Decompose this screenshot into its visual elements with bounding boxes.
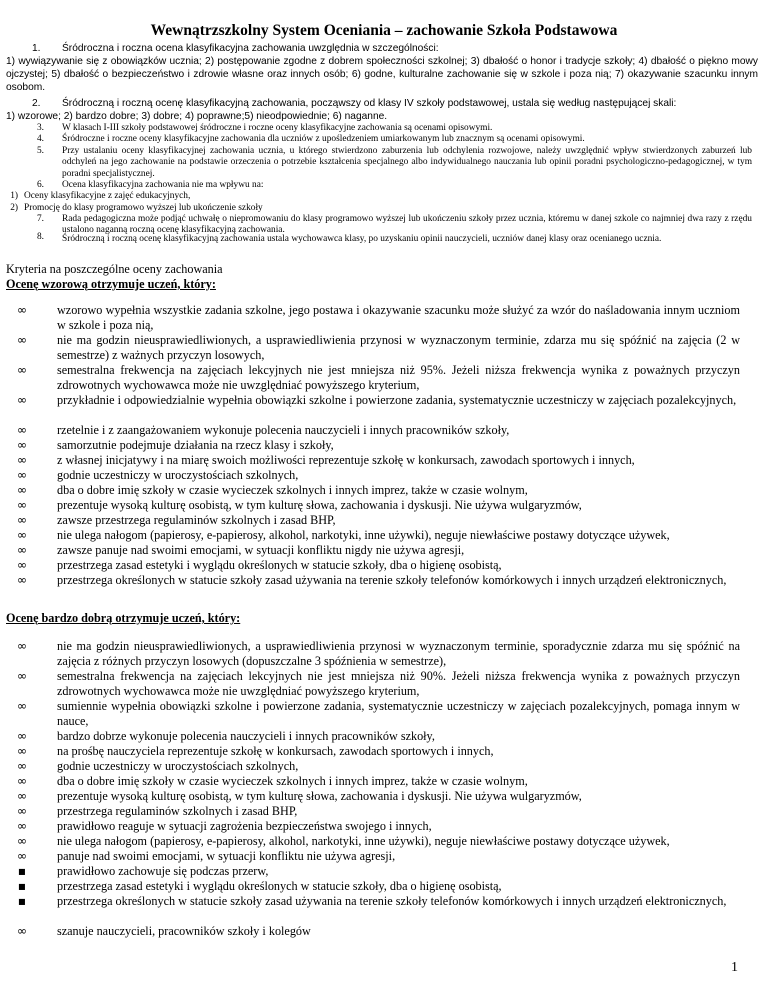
page-title: Wewnątrzszkolny System Oceniania – zachowanie Szkoła Podstawowa [150,22,618,39]
bardzo-dobra-heading: Ocenę bardzo dobrą otrzymuje uczeń, który: [6,611,241,625]
wzorowa-item: godnie uczestniczy w uroczystościach szkolnych, [57,468,299,482]
rule-2-number: 2. [32,98,41,109]
bardzo-dobra-item: panuje nad swoimi emocjami, w sytuacji konfliktu nie używa agresji, [57,849,396,863]
bardzo-dobra-bullet-icon: ∞ [16,789,28,803]
bardzo-dobra-item: nie ma godzin nieusprawiedliwionych, a usprawiedliwienia przynosi w wyznaczonym terminie, sporadycznie zdarza mu się spóźnić na zajęcia z różnych przyczyn losowych (dopuszczalne 3 spóźnienia w semestrze), [57,639,740,668]
bardzo-dobra-bullet-icon: ∞ [16,744,28,758]
wzorowa-item: nie ma godzin nieusprawiedliwionych, a usprawiedliwienia przynosi w wyznaczonym terminie, zdarza mu się spóźnić na zajęcia (2 w semestrze) z ważnych przyczyn losowych, [57,333,740,362]
wzorowa-item: samorzutnie podejmuje działania na rzecz klasy i szkoły, [57,438,334,452]
wzorowa-item: przestrzega zasad estetyki i wyglądu określonych w statucie szkoły, dba o higienę osobistą, [57,558,502,572]
rule-6-2-text: Promocję do klasy programowo wyższej lub ukończenie szkoły [24,203,263,213]
wzorowa-bullet-icon: ∞ [16,303,28,317]
bardzo-dobra-item: przestrzega regulaminów szkolnych i zasad BHP, [57,804,298,818]
rule-5-text: Przy ustalaniu oceny klasyfikacyjnej zachowania ucznia, u którego stwierdzono zaburzenia lub odchylenia rozwojowe, należy uwzględnić wpływ stwierdzonych zaburzeń lub odchyleń na jego zachowanie na podstawie orzeczenia o potrzebie kształcenia specjalnego albo indywidualnego nauczania lub opinii poradni psychologiczno-pedagogicznej, w tym poradni specjalistycznej. [62,146,752,179]
wzorowa-item: nie ulega nałogom (papierosy, e-papierosy, alkohol, narkotyki, inne używki), neguje niewłaściwe postawy dotyczące używek, [57,528,670,542]
bardzo-dobra-item: dba o dobre imię szkoły w czasie wycieczek szkolnych i innych imprez, także w czasie wolnym, [57,774,528,788]
bardzo-dobra-bullet-icon: ▪ [17,879,27,893]
wzorowa-item: przykładnie i odpowiedzialnie wypełnia obowiązki szkolne i powierzone zadania, systematycznie uczestniczy w zajęciach pozalekcyjnych, [57,393,737,407]
wzorowa-bullet-icon: ∞ [16,393,28,407]
bardzo-dobra-bullet-icon: ∞ [16,639,28,653]
rule-6-1-number: 1) [10,191,18,201]
bardzo-dobra-bullet-icon: ∞ [16,774,28,788]
bardzo-dobra-item: przestrzega zasad estetyki i wyglądu określonych w statucie szkoły, dba o higienę osobistą, [57,879,502,893]
wzorowa-bullet-icon: ∞ [16,528,28,542]
wzorowa-bullet-icon: ∞ [16,573,28,587]
wzorowa-bullet-icon: ∞ [16,438,28,452]
wzorowa-bullet-icon: ∞ [16,543,28,557]
bardzo-dobra-bullet-icon: ∞ [16,924,28,938]
rule-6-text: Ocena klasyfikacyjna zachowania nie ma wpływu na: [62,180,264,190]
rule-7-text: Rada pedagogiczna może podjąć uchwałę o niepromowaniu do klasy programowo wyższej lub ukończeniu szkoły przez ucznia, któremu w danej szkole co najmniej dwa razy z rzędu ustalono naganną roczną ocenę klasyfikacyjną zachowania. [62,214,752,236]
wzorowa-item: semestralna frekwencja na zajęciach lekcyjnych nie jest mniejsza niż 95%. Jeżeli niższa frekwencja wynika z poważnych przyczyn zdrowotnych wychowawca może nie uwzględniać powyższego kryterium, [57,363,740,392]
bardzo-dobra-bullet-icon: ∞ [16,834,28,848]
wzorowa-heading: Ocenę wzorową otrzymuje uczeń, który: [6,277,216,291]
rule-8-text: Śródroczną i roczną ocenę klasyfikacyjną zachowania ustala wychowawca klasy, po uzyskaniu opinii nauczycieli, uczniów danej klasy oraz ocenianego ucznia. [62,234,662,244]
rule-6-number: 6. [36,180,44,190]
rule-6-2-number: 2) [10,203,18,213]
bardzo-dobra-bullet-icon: ∞ [16,669,28,683]
rule-5-number: 5. [36,146,44,156]
bardzo-dobra-bullet-icon: ∞ [16,759,28,773]
bardzo-dobra-item: przestrzega określonych w statucie szkoły zasad używania na terenie szkoły telefonów komórkowych i innych urządzeń elektronicznych, [57,894,727,908]
rule-2-scale: 1) wzorowe; 2) bardzo dobre; 3) dobre; 4) poprawne;5) nieodpowiednie; 6) naganne. [6,111,388,122]
bardzo-dobra-item: nie ulega nałogom (papierosy, e-papierosy, alkohol, narkotyki, inne używki), neguje niewłaściwe postawy dotyczące używek, [57,834,670,848]
bardzo-dobra-bullet-icon: ∞ [16,729,28,743]
wzorowa-item: rzetelnie i z zaangażowaniem wykonuje polecenia nauczycieli i innych pracowników szkoły, [57,423,510,437]
bardzo-dobra-item: godnie uczestniczy w uroczystościach szkolnych, [57,759,299,773]
rule-6-1-text: Oceny klasyfikacyjne z zajęć edukacyjnych, [24,191,191,201]
wzorowa-item: z własnej inicjatywy i na miarę swoich możliwości reprezentuje szkołę w konkursach, zawodach sportowych i innych, [57,453,635,467]
wzorowa-bullet-icon: ∞ [16,333,28,347]
wzorowa-bullet-icon: ∞ [16,483,28,497]
bardzo-dobra-bullet-icon: ∞ [16,699,28,713]
bardzo-dobra-item: bardzo dobrze wykonuje polecenia nauczycieli i innych pracowników szkoły, [57,729,435,743]
bardzo-dobra-item: prezentuje wysoką kulturę osobistą, w tym kulturę słowa, zachowania i dyskusji. Nie używa wulgaryzmów, [57,789,582,803]
wzorowa-bullet-icon: ∞ [16,453,28,467]
criteria-heading: Kryteria na poszczególne oceny zachowania [6,262,223,276]
wzorowa-item: dba o dobre imię szkoły w czasie wycieczek szkolnych i innych imprez, także w czasie wolnym, [57,483,528,497]
page-number: 1 [731,960,738,975]
bardzo-dobra-bullet-icon: ∞ [16,819,28,833]
wzorowa-item: zawsze panuje nad swoimi emocjami, w sytuacji konfliktu nigdy nie używa agresji, [57,543,465,557]
wzorowa-bullet-icon: ∞ [16,498,28,512]
wzorowa-item: prezentuje wysoką kulturę osobistą, w tym kulturę słowa, zachowania i dyskusji. Nie używa wulgaryzmów, [57,498,582,512]
rule-8-number: 8. [36,232,44,242]
bardzo-dobra-item: semestralna frekwencja na zajęciach lekcyjnych nie jest mniejsza niż 90%. Jeżeli niższa frekwencja wynika z poważnych przyczyn zdrowotnych wychowawca może nie uwzględniać powyższego kryterium, [57,669,740,698]
wzorowa-item: wzorowo wypełnia wszystkie zadania szkolne, jego postawa i okazywanie szacunku może służyć za wzór do naśladowania innym uczniom w szkole i poza nią, [57,303,740,332]
rule-1-details: 1) wywiązywanie się z obowiązków ucznia; 2) postępowanie zgodne z dobrem społeczności szkolnej; 3) dbałość o honor i tradycje szkoły; 4) dbałość o piękno mowy ojczystej; 5) dbałość o bezpieczeństwo i zdrowie własne oraz innych osób; 6) godne, kulturalne zachowanie się w szkole i poza nią; 7) okazywanie szacunku innym osobom. [6,56,758,93]
bardzo-dobra-item: sumiennie wypełnia obowiązki szkolne i powierzone zadania, systematycznie uczestniczy w zajęciach pozalekcyjnych, pomaga innym w nauce, [57,699,740,728]
rule-3-number: 3. [36,123,44,133]
rule-1-number: 1. [32,43,41,54]
bardzo-dobra-item: na prośbę nauczyciela reprezentuje szkołę w konkursach, zawodach sportowych i innych, [57,744,494,758]
wzorowa-bullet-icon: ∞ [16,558,28,572]
rule-4-text: Śródroczne i roczne oceny klasyfikacyjne zachowania dla uczniów z upośledzeniem umiarkowanym lub znacznym są ocenami opisowymi. [62,134,585,144]
wzorowa-bullet-icon: ∞ [16,468,28,482]
rule-1-intro: Śródroczna i roczna ocena klasyfikacyjna zachowania uwzględnia w szczególności: [62,43,439,54]
rule-4-number: 4. [36,134,44,144]
bardzo-dobra-bullet-icon: ▪ [17,864,27,878]
rule-3-text: W klasach I-III szkoły podstawowej śródroczne i roczne oceny klasyfikacyjne zachowania są ocenami opisowymi. [62,123,493,133]
wzorowa-bullet-icon: ∞ [16,423,28,437]
bardzo-dobra-bullet-icon: ∞ [16,804,28,818]
wzorowa-item: przestrzega określonych w statucie szkoły zasad używania na terenie szkoły telefonów komórkowych i innych urządzeń elektronicznych, [57,573,727,587]
bardzo-dobra-item: prawidłowo zachowuje się podczas przerw, [57,864,269,878]
bardzo-dobra-item: szanuje nauczycieli, pracowników szkoły i kolegów [57,924,311,938]
wzorowa-bullet-icon: ∞ [16,513,28,527]
rule-7-number: 7. [36,214,44,224]
bardzo-dobra-item: prawidłowo reaguje w sytuacji zagrożenia bezpieczeństwa swojego i innych, [57,819,432,833]
wzorowa-bullet-icon: ∞ [16,363,28,377]
rule-2-intro: Śródroczną i roczną ocenę klasyfikacyjną zachowania, począwszy od klasy IV szkoły podstawowej, ustala się według następującej skali: [62,98,677,109]
bardzo-dobra-bullet-icon: ∞ [16,849,28,863]
wzorowa-item: zawsze przestrzega regulaminów szkolnych i zasad BHP, [57,513,336,527]
bardzo-dobra-bullet-icon: ▪ [17,894,27,908]
